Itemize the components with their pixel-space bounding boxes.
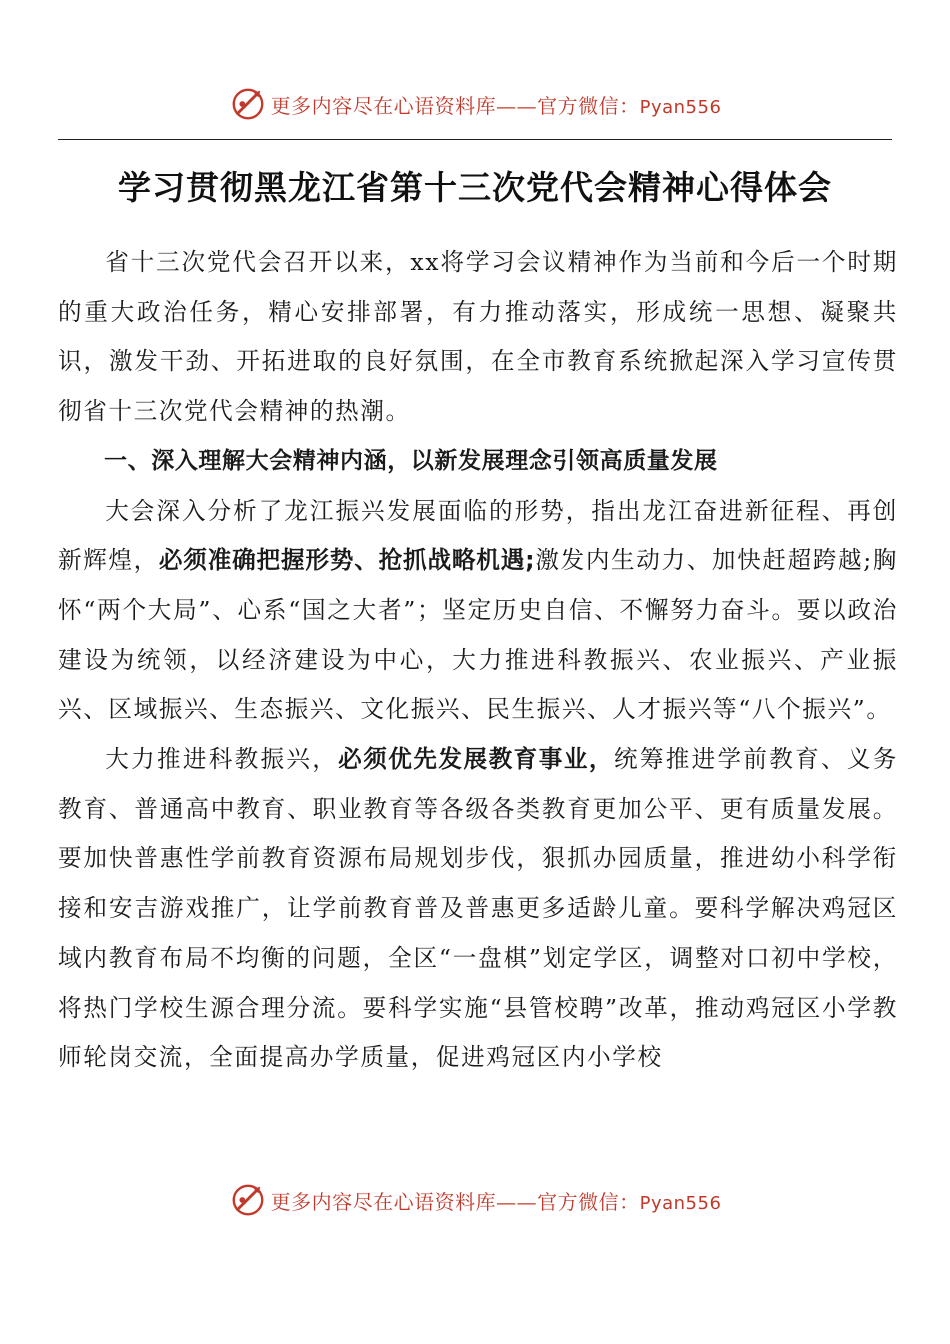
watermark-text: 更多内容尽在心语资料库——官方微信：Pyan556 [270, 1189, 722, 1214]
watermark-text: 更多内容尽在心语资料库——官方微信：Pyan556 [270, 93, 722, 118]
logo-icon [229, 85, 267, 123]
document-title: 学习贯彻黑龙江省第十三次党代会精神心得体会 [118, 168, 832, 207]
bold-phrase-2: 必须优先发展教育事业， [338, 745, 614, 774]
document-body [58, 238, 898, 1083]
logo-icon [229, 1181, 267, 1219]
watermark-banner-top [0, 84, 950, 124]
section-heading-1: 一、深入理解大会精神内涵，以新发展理念引领高质量发展 [104, 447, 718, 474]
bold-phrase-1: 必须准确把握形势、抢抓战略机遇; [158, 546, 536, 575]
paragraph-3: 大力推进科教振兴，必须优先发展教育事业，统筹推进学前教育、义务教育、普通高中教育、职业教育等各级各类教育更加公平、更有质量发展。要加快普惠性学前教育资源布局规划步伐，狠抓办园质量，推进幼小科学衔接和安吉游戏推广，让学前教育普及普惠更多适龄儿童。要科学解决鸡冠区域内教育布局不均衡的问题，全区“一盘棋”划定学区，调整对口初中学校，将热门学校生源合理分流。要科学实施“县管校聘”改革，推动鸡冠区小学教师轮岗交流，全面提高办学质量，促进鸡冠区内小学校 [58, 745, 898, 1072]
paragraph-2: 大会深入分析了龙江振兴发展面临的形势，指出龙江奋进新征程、再创新辉煌，必须准确把握形势、抢抓战略机遇;激发内生动力、加快赶超跨越;胸怀“两个大局”、心系“国之大者”；坚定历史自信、不懈努力奋斗。要以政治建设为统领，以经济建设为中心，大力推进科教振兴、农业振兴、产业振兴、区域振兴、生态振兴、文化振兴、民生振兴、人才振兴等“八个振兴”。 [58, 496, 898, 724]
paragraph-intro: 省十三次党代会召开以来，xx将学习会议精神作为当前和今后一个时期的重大政治任务，精心安排部署，有力推动落实，形成统一思想、凝聚共识，激发干劲、开拓进取的良好氛围，在全市教育系统掀起深入学习宣传贯彻省十三次党代会精神的热潮。 [58, 248, 898, 426]
watermark-banner-bottom [0, 1180, 950, 1220]
header-divider [58, 139, 892, 140]
